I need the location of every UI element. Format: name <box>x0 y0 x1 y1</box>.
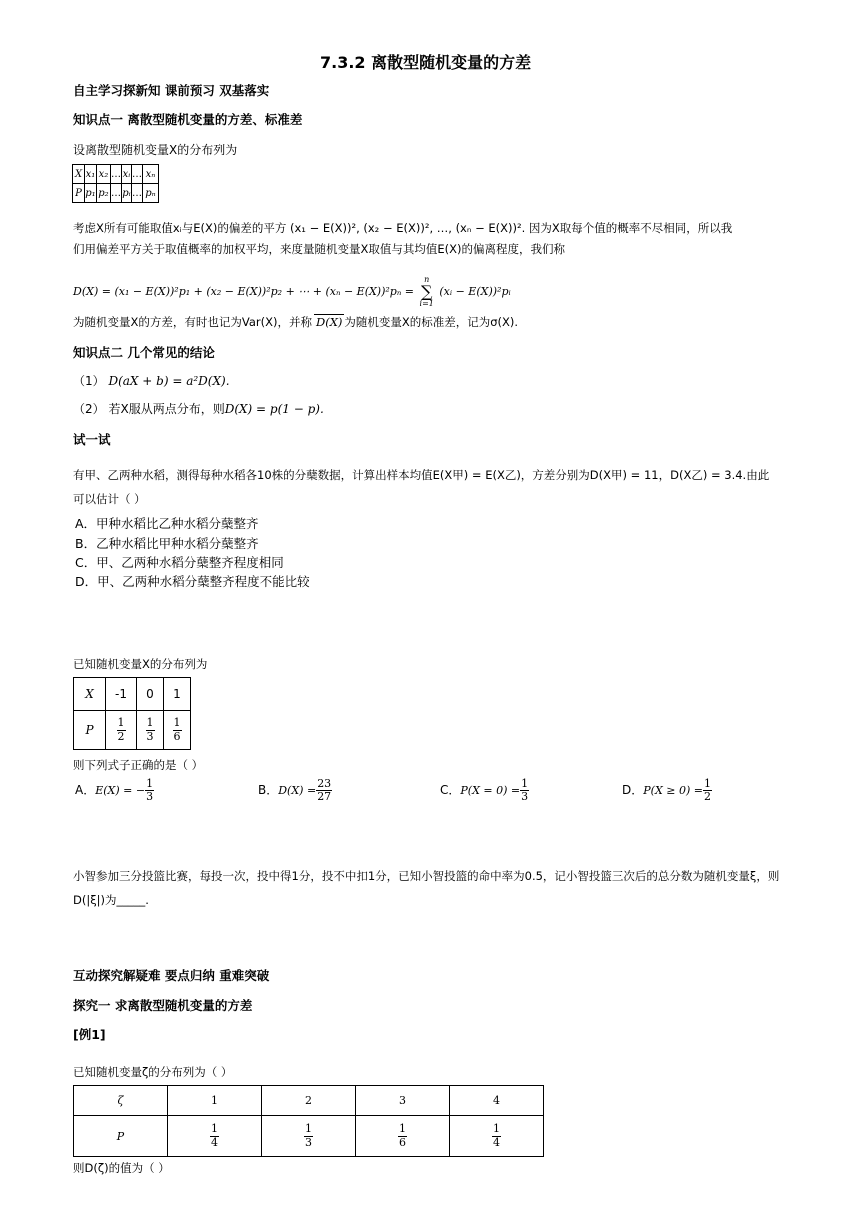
conclusion-1 <box>73 372 230 389</box>
option-formula: P(X = 0) = <box>460 784 521 798</box>
summation-symbol: n ∑ i=1 <box>419 275 434 308</box>
fraction: $\frac{1}{4}$ <box>211 1122 218 1149</box>
table-cell: p₁ <box>85 184 97 203</box>
table-cell: P <box>74 711 106 750</box>
table-cell: P <box>73 184 85 203</box>
table-cell: P <box>74 1116 168 1157</box>
table-cell: xₙ <box>143 165 159 184</box>
fraction: $\frac{1}{3}$ <box>521 777 529 804</box>
table-cell: x₂ <box>97 165 111 184</box>
page-title: 7.3.2 离散型随机变量的方差 <box>320 53 532 72</box>
knowledge-point-1-heading: 知识点一 离散型随机变量的方差、标准差 <box>73 112 303 127</box>
question-2-intro: 已知随机变量X的分布列为 <box>73 657 208 671</box>
question-2-option-d <box>622 778 712 803</box>
option-formula: E(X) = − <box>95 784 146 798</box>
table-cell: p₂ <box>97 184 111 203</box>
table-cell: x₁ <box>85 165 97 184</box>
question-3-line2: D(|ξ|)为_____. <box>73 893 149 907</box>
question-3-line1: 小智参加三分投篮比赛，每投一次，投中得1分，投不中扣1分，已知小智投篮的命中率为0.5，记小智投篮三次后的总分数为随机变量ξ，则 <box>73 869 780 883</box>
table-cell <box>356 1116 450 1157</box>
table-cell: 4 <box>450 1086 544 1116</box>
option-label: A． <box>75 783 96 798</box>
table-cell <box>168 1116 262 1157</box>
table-cell <box>106 711 137 750</box>
table-cell <box>137 711 164 750</box>
table-row <box>74 678 191 711</box>
try-it-heading: 试一试 <box>73 432 111 447</box>
option-formula: D(X) = <box>278 784 317 798</box>
section-heading-explore: 互动探究解疑难 要点归纳 重难突破 <box>73 968 270 983</box>
table-row <box>74 1086 544 1116</box>
kp1-intro-text: 设离散型随机变量X的分布列为 <box>73 143 238 157</box>
fraction: $\frac{1}{2}$ <box>117 716 125 743</box>
table-cell: ζ <box>74 1086 168 1116</box>
table-row <box>74 1116 544 1157</box>
table-cell <box>262 1116 356 1157</box>
question-1-line1: 有甲、乙两种水稻，测得每种水稻各10株的分蘖数据，计算出样本均值E(X甲) = E(X乙)，方差分别为D(X甲) = 11，D(X乙) = 3.4.由此 <box>73 468 770 482</box>
table-cell: 2 <box>262 1086 356 1116</box>
table-cell <box>450 1116 544 1157</box>
explore-1-heading: 探究一 求离散型随机变量的方差 <box>73 998 253 1013</box>
fraction: $\frac{1}{3}$ <box>305 1122 312 1149</box>
variance-paragraph-line1: 考虑X所有可能取值xᵢ与E(X)的偏差的平方 (x₁ − E(X))², (x₂ − E(X))², …, (xₙ − E(X))². 因为X取每个值的概率不尽相同，所以我 <box>73 221 733 235</box>
table-cell: … <box>111 165 122 184</box>
conclusion-formula: D(X) = p(1 − p). <box>224 402 324 416</box>
sqrt-radicand: D(X) <box>315 315 343 329</box>
distribution-table-example1 <box>73 1085 544 1157</box>
table-cell: 3 <box>356 1086 450 1116</box>
conclusion-text: 若X服从两点分布，则 <box>108 402 225 416</box>
option-formula: P(X ≥ 0) = <box>643 784 703 798</box>
question-1-option-c: C．甲、乙两种水稻分蘖整齐程度相同 <box>75 555 284 570</box>
conclusion-label: （1） <box>73 374 105 388</box>
fraction: $\frac{1}{2}$ <box>704 777 711 804</box>
table-cell: … <box>132 165 143 184</box>
question-2-option-a <box>75 778 154 803</box>
variance-formula <box>73 276 511 308</box>
table-cell: pₙ <box>143 184 159 203</box>
text-span: 为随机变量X的标准差，记为σ(X). <box>344 315 519 329</box>
fraction: $\frac{1}{6}$ <box>173 716 181 743</box>
table-cell: pᵢ <box>122 184 132 203</box>
table-cell: xᵢ <box>122 165 132 184</box>
text-span: 为随机变量X的方差，有时也记为Var(X)，并称 <box>73 315 312 329</box>
formula-left: D(X) = (x₁ − E(X))²p₁ + (x₂ − E(X))²p₂ + ⋯ + (xₙ − E(X))²pₙ = <box>73 285 418 298</box>
question-2-option-b <box>258 778 332 803</box>
section-heading-self-study: 自主学习探新知 课前预习 双基落实 <box>73 83 270 98</box>
question-1-option-a: A．甲种水稻比乙种水稻分蘖整齐 <box>75 516 259 531</box>
conclusion-2 <box>73 400 324 417</box>
table-cell: 1 <box>168 1086 262 1116</box>
option-label: C． <box>440 783 461 798</box>
question-1-option-b: B．乙种水稻比甲种水稻分蘖整齐 <box>75 536 259 551</box>
variance-paragraph-line2: 们用偏差平方关于取值概率的加权平均，来度量随机变量X取值与其均值E(X)的偏离程度，我们称 <box>73 242 565 256</box>
table-cell: … <box>111 184 122 203</box>
table-row <box>73 184 159 203</box>
option-label: B． <box>258 783 279 798</box>
question-1-option-d: D．甲、乙两种水稻分蘖整齐程度不能比较 <box>75 574 310 589</box>
fraction: $\frac{23}{27}$ <box>317 777 332 804</box>
table-cell: -1 <box>106 678 137 711</box>
question-2-ask: 则下列式子正确的是（ ） <box>73 758 204 772</box>
example-1-intro: 已知随机变量ζ的分布列为（ ） <box>73 1065 233 1079</box>
option-label: D． <box>622 783 644 798</box>
table-cell: X <box>73 165 85 184</box>
conclusion-formula: D(aX + b) = a²D(X). <box>108 374 230 388</box>
question-1-line2: 可以估计（ ） <box>73 492 146 506</box>
formula-right: (xᵢ − E(X))²pᵢ <box>439 285 511 298</box>
table-cell <box>164 711 191 750</box>
table-cell: … <box>132 184 143 203</box>
table-row <box>74 711 191 750</box>
question-2-option-c <box>440 778 529 803</box>
table-cell: 0 <box>137 678 164 711</box>
distribution-table-q2 <box>73 677 191 750</box>
table-cell: X <box>74 678 106 711</box>
table-row <box>73 165 159 184</box>
fraction: $\frac{1}{6}$ <box>399 1122 406 1149</box>
std-deviation-paragraph <box>73 314 518 330</box>
table-cell: 1 <box>164 678 191 711</box>
knowledge-point-2-heading: 知识点二 几个常见的结论 <box>73 345 215 360</box>
example-1-label: [例1] <box>73 1027 106 1042</box>
fraction: $\frac{1}{3}$ <box>146 777 154 804</box>
fraction: $\frac{1}{4}$ <box>493 1122 500 1149</box>
fraction: $\frac{1}{3}$ <box>146 716 154 743</box>
example-1-ask: 则D(ζ)的值为（ ） <box>73 1161 170 1175</box>
conclusion-label: （2） <box>73 402 105 416</box>
distribution-table-general <box>72 164 159 203</box>
